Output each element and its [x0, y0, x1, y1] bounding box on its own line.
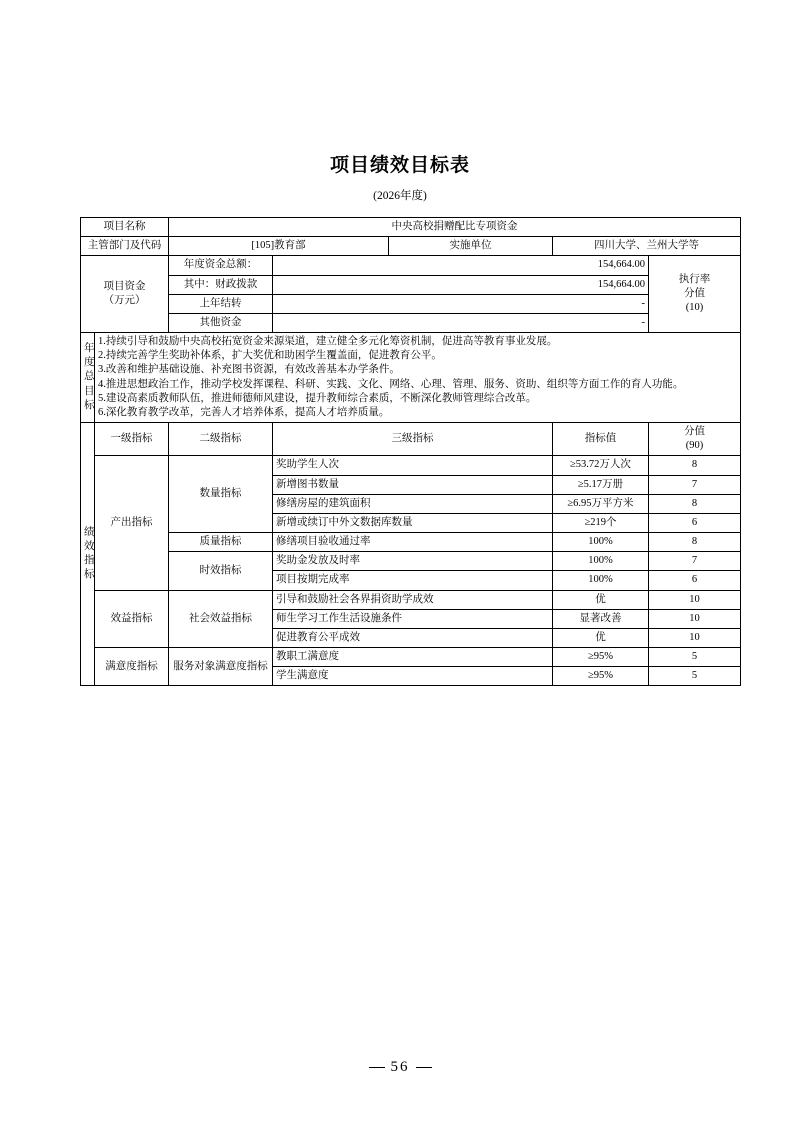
indicator-value: ≥53.72万人次 [553, 456, 649, 475]
table-row-indicator [81, 552, 741, 571]
indicator-value: 优 [553, 590, 649, 609]
indicator-level2: 服务对象满意度指标 [169, 648, 273, 686]
execution-rate-cell: 执行率 分值 (10) [649, 256, 741, 333]
indicator-level3: 奖助学生人次 [273, 456, 553, 475]
indicator-value: ≥219个 [553, 513, 649, 532]
department-label: 主管部门及代码 [81, 237, 169, 256]
annual-goal-item: 5.建设高素质教师队伍，推进师德师风建设，提升教师综合素质，不断深化教师管理综合改革。 [98, 392, 537, 404]
indicator-value: 显著改善 [553, 609, 649, 628]
annual-goal-item: 6.深化教育教学改革，完善人才培养体系，提高人才培养质量。 [98, 406, 390, 418]
fund-row-name: 其他资金 [169, 313, 273, 332]
indicator-level1: 效益指标 [95, 590, 169, 648]
page-number-dash-left [369, 1067, 385, 1068]
indicator-value: ≥5.17万册 [553, 475, 649, 494]
annual-goal-item: 3.改善和维护基础设施、补充图书资源，有效改善基本办学条件。 [98, 364, 400, 376]
indicator-score: 10 [649, 590, 741, 609]
indicator-level2: 质量指标 [169, 533, 273, 552]
indicator-level2: 数量指标 [169, 456, 273, 533]
performance-goal-table [80, 217, 720, 686]
page-title: 项目绩效目标表 [329, 155, 470, 176]
fund-row-name: 年度资金总额： [169, 256, 273, 275]
table-row-indicator [81, 456, 741, 475]
indicator-score: 10 [649, 609, 741, 628]
table-row-annual-goals [81, 333, 741, 423]
fund-row-value: - [273, 313, 649, 332]
column-header-level3: 三级指标 [273, 423, 553, 456]
table-row-department [81, 237, 741, 256]
project-name-label: 项目名称 [81, 218, 169, 237]
indicator-level3: 项目按期完成率 [273, 571, 553, 590]
fund-row-value: 154,664.00 [273, 256, 649, 275]
table-row-indicator [81, 533, 741, 552]
table-row-project-name [81, 218, 741, 237]
indicator-value: ≥6.95万平方米 [553, 494, 649, 513]
funds-label: 项目资金 （万元） [81, 256, 169, 333]
annual-goal-item: 2.持续完善学生奖助补体系，扩大奖优和助困学生覆盖面，促进教育公平。 [98, 350, 442, 362]
fund-row-name: 上年结转 [169, 294, 273, 313]
column-header-score: 分值 (90) [649, 423, 741, 456]
indicator-score: 10 [649, 628, 741, 647]
column-header-level2: 二级指标 [169, 423, 273, 456]
indicator-level2: 社会效益指标 [169, 590, 273, 648]
indicator-score: 6 [649, 571, 741, 590]
annual-goals-label: 年 度 总 目 标 [81, 333, 95, 423]
indicator-score: 6 [649, 513, 741, 532]
indicator-level3: 修缮房屋的建筑面积 [273, 494, 553, 513]
unit-label: 实施单位 [389, 237, 553, 256]
indicator-value: 100% [553, 533, 649, 552]
indicator-value: 优 [553, 628, 649, 647]
indicator-value: ≥95% [553, 667, 649, 686]
indicator-score: 8 [649, 456, 741, 475]
fund-row-value: 154,664.00 [273, 275, 649, 294]
performance-indicator-label: 绩 效 指 标 [81, 423, 95, 686]
indicator-value: 100% [553, 571, 649, 590]
annual-goal-item: 1.持续引导和鼓励中央高校拓宽资金来源渠道，建立健全多元化筹资机制，促进高等教育事业发展。 [98, 336, 558, 348]
indicator-level3: 奖助金发放及时率 [273, 552, 553, 571]
page-subtitle: (2026年度) [373, 190, 427, 202]
page-number: 56 [0, 1059, 800, 1076]
table-row-indicator-header [81, 423, 741, 456]
department-value: [105]教育部 [169, 237, 389, 256]
indicator-level1: 产出指标 [95, 456, 169, 590]
column-header-level1: 一级指标 [95, 423, 169, 456]
table-row-fund-carryover [81, 294, 741, 313]
indicator-level3: 教职工满意度 [273, 648, 553, 667]
indicator-level3: 修缮项目验收通过率 [273, 533, 553, 552]
indicator-score: 7 [649, 552, 741, 571]
indicator-value: ≥95% [553, 648, 649, 667]
indicator-level3: 新增图书数量 [273, 475, 553, 494]
fund-row-name: 其中：财政拨款 [169, 275, 273, 294]
indicator-score: 8 [649, 494, 741, 513]
unit-value: 四川大学、兰州大学等 [553, 237, 741, 256]
table-row-fund-fiscal [81, 275, 741, 294]
indicator-score: 8 [649, 533, 741, 552]
page-number-dash-right [416, 1067, 432, 1068]
indicator-level2: 时效指标 [169, 552, 273, 590]
indicator-level3: 引导和鼓励社会各界捐资助学成效 [273, 590, 553, 609]
indicator-level3: 学生满意度 [273, 667, 553, 686]
indicator-level3: 促进教育公平成效 [273, 628, 553, 647]
indicator-level3: 师生学习工作生活设施条件 [273, 609, 553, 628]
annual-goal-item: 4.推进思想政治工作，推动学校发挥课程、科研、实践、文化、网络、心理、管理、服务、资助、组织等方面工作的育人功能。 [98, 378, 684, 390]
indicator-score: 5 [649, 648, 741, 667]
indicator-level3: 新增或续订中外文数据库数量 [273, 513, 553, 532]
table-row-indicator [81, 590, 741, 609]
project-name-value: 中央高校捐赠配比专项资金 [169, 218, 741, 237]
annual-goals-content [95, 333, 741, 423]
indicator-score: 5 [649, 667, 741, 686]
table-row-fund-total [81, 256, 741, 275]
indicator-level1: 满意度指标 [95, 648, 169, 686]
table-row-fund-other [81, 313, 741, 332]
indicator-value: 100% [553, 552, 649, 571]
column-header-value: 指标值 [553, 423, 649, 456]
fund-row-value: - [273, 294, 649, 313]
table-row-indicator [81, 648, 741, 667]
indicator-score: 7 [649, 475, 741, 494]
